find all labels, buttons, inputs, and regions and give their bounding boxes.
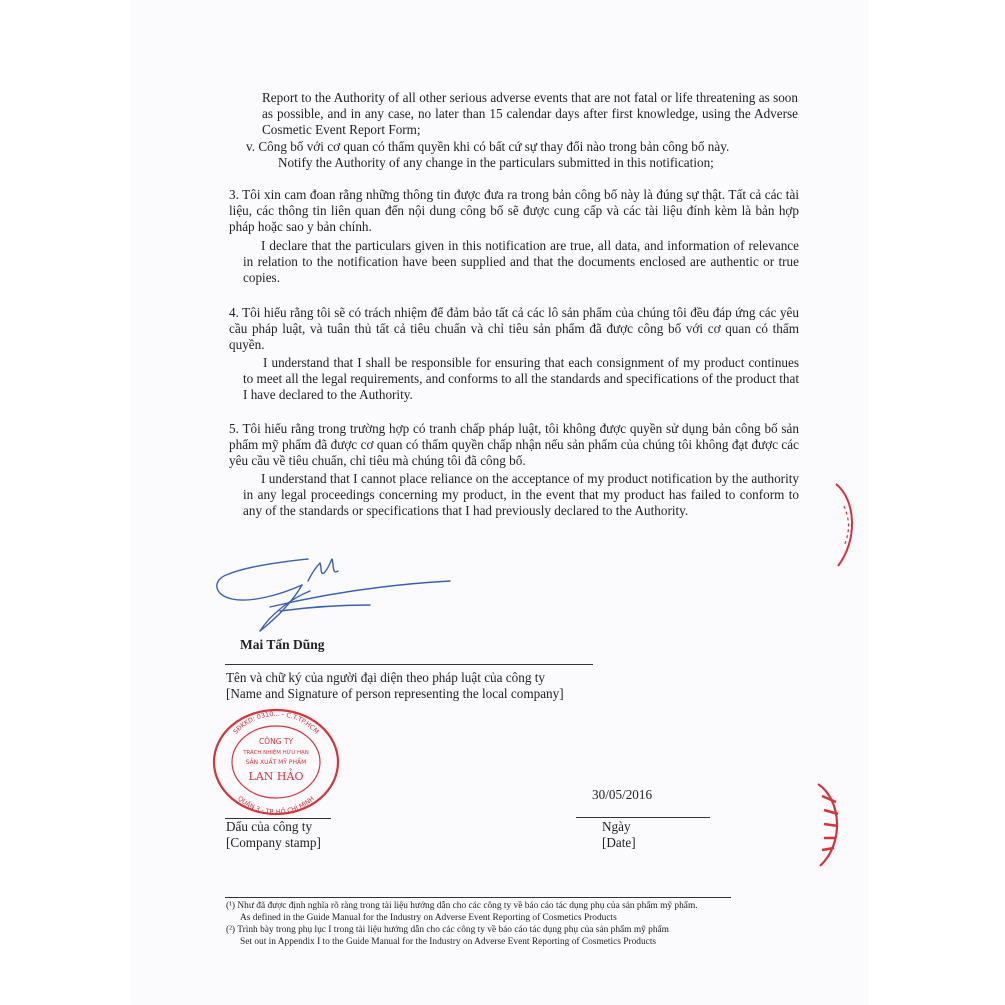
stamp-caption-en: [Company stamp] bbox=[226, 835, 321, 850]
footnote-2-vi-text: Trình bày trong phụ lục I trong tài liệu hướng dẫn cho các công ty về báo cáo tác dụng phụ của sản phẩm mỹ phẩm bbox=[237, 925, 669, 935]
signature-line bbox=[225, 664, 593, 665]
handwritten-signature bbox=[210, 555, 460, 645]
signature-caption-vi: Tên và chữ ký của người đại diện theo pháp luật của công ty bbox=[226, 670, 545, 685]
stamp-line-2: TRÁCH NHIỆM HỮU HẠN bbox=[243, 750, 309, 756]
date-caption-vi: Ngày bbox=[602, 819, 631, 834]
footnote-separator bbox=[225, 897, 731, 898]
item-5-vi: 5. Tôi hiểu rằng trong trường hợp có tranh chấp pháp luật, tôi không được quyền sử dụng bản công bố sản phẩm mỹ phẩm đã được cơ quan có thẩm quyền chấp nhận nếu sản phẩm của chúng tôi không đạt được các yêu cầu về tiêu chuẩn, chỉ tiêu mà chúng tôi đã công bố. bbox=[229, 421, 799, 468]
date-line bbox=[576, 817, 710, 818]
stamp-line-3: SẢN XUẤT MỸ PHẨM bbox=[245, 759, 307, 766]
footnote-2-vi bbox=[226, 925, 669, 936]
item-v-vi: v. Công bố với cơ quan có thẩm quyền khi có bất cứ sự thay đổi nào trong bản công bố này. bbox=[246, 139, 730, 154]
representative-name: Mai Tấn Dũng bbox=[240, 637, 325, 652]
stamp-line-1: CÔNG TY bbox=[258, 737, 294, 746]
footnote-1-vi bbox=[226, 901, 698, 912]
item-4-vi: 4. Tôi hiểu rằng tôi sẽ có trách nhiệm để đảm bảo tất cả các lô sản phẩm của chúng tôi đều đáp ứng các yêu cầu pháp luật, và tuân thủ tất cả tiêu chuẩn và chỉ tiêu sản phẩm đã được công bố với cơ quan có thẩm quyền. bbox=[229, 305, 799, 352]
edge-stamp-fragment-bottom bbox=[812, 780, 846, 870]
footnote-1-vi-text: Như đã được định nghĩa rõ ràng trong tài liệu hướng dẫn cho các công ty về báo cáo tác dụng phụ của sản phẩm mỹ phẩm. bbox=[237, 901, 698, 911]
edge-stamp-fragment-top bbox=[832, 480, 862, 570]
stamp-ring-top: SĐKKD: 0310... - C.T.TP.HCM bbox=[231, 710, 321, 736]
date-value: 30/05/2016 bbox=[592, 787, 653, 802]
item-4-en: I understand that I shall be responsible for ensuring that each consignment of my product continues to meet all the legal requirements, and conforms to all the standards and specifications of the product that I have declared to the Authority. bbox=[243, 355, 799, 402]
item-5-en: I understand that I cannot place reliance on the acceptance of my product notification by the authority in any legal proceedings concerning my product, in the event that my product has failed to conform to any of the standards or specifications that I had previously declared to the Authority. bbox=[243, 471, 799, 518]
company-stamp bbox=[208, 706, 344, 818]
stamp-ring-bottom: QUẬN 3 - TP. HỒ CHÍ MINH bbox=[236, 794, 316, 817]
footnote-mark-2: (²) bbox=[226, 925, 236, 935]
report-paragraph: Report to the Authority of all other serious adverse events that are not fatal or life threatening as soon as possible, and in any case, no later than 15 calendar days after first knowledge, using the Adverse Cosmetic Event Report Form; bbox=[262, 90, 798, 137]
footnote-mark-1: (¹) bbox=[226, 901, 236, 911]
svg-text:SĐKKD: 0310... - C.T.TP.HCM bbox=[232, 710, 321, 736]
footnote-1-en: As defined in the Guide Manual for the Industry on Adverse Event Reporting of Cosmetics Products bbox=[240, 913, 617, 923]
date-caption-en: [Date] bbox=[602, 835, 636, 850]
signature-caption-en: [Name and Signature of person representing the local company] bbox=[226, 686, 564, 701]
stamp-caption-vi: Dấu của công ty bbox=[226, 819, 313, 834]
item-3-vi: 3. Tôi xin cam đoan rằng những thông tin được đưa ra trong bản công bố này là đúng sự thật. Tất cả các tài liệu, các thông tin liên quan đến nội dung công bố sẽ được cung cấp và các tài liệu đính kèm là bản hợp pháp hoặc sao y bản chính. bbox=[229, 187, 799, 234]
footnote-2-en: Set out in Appendix I to the Guide Manual for the Industry on Adverse Event Reporting of Cosmetics Products bbox=[240, 937, 657, 947]
item-v-en: Notify the Authority of any change in the particulars submitted in this notification; bbox=[278, 155, 714, 170]
item-3-en: I declare that the particulars given in this notification are true, all data, and information of relevance in relation to the notification have been supplied and that the documents enclosed are authentic or true copies. bbox=[243, 238, 799, 285]
stamp-line-4: LAN HẢO bbox=[248, 770, 304, 783]
